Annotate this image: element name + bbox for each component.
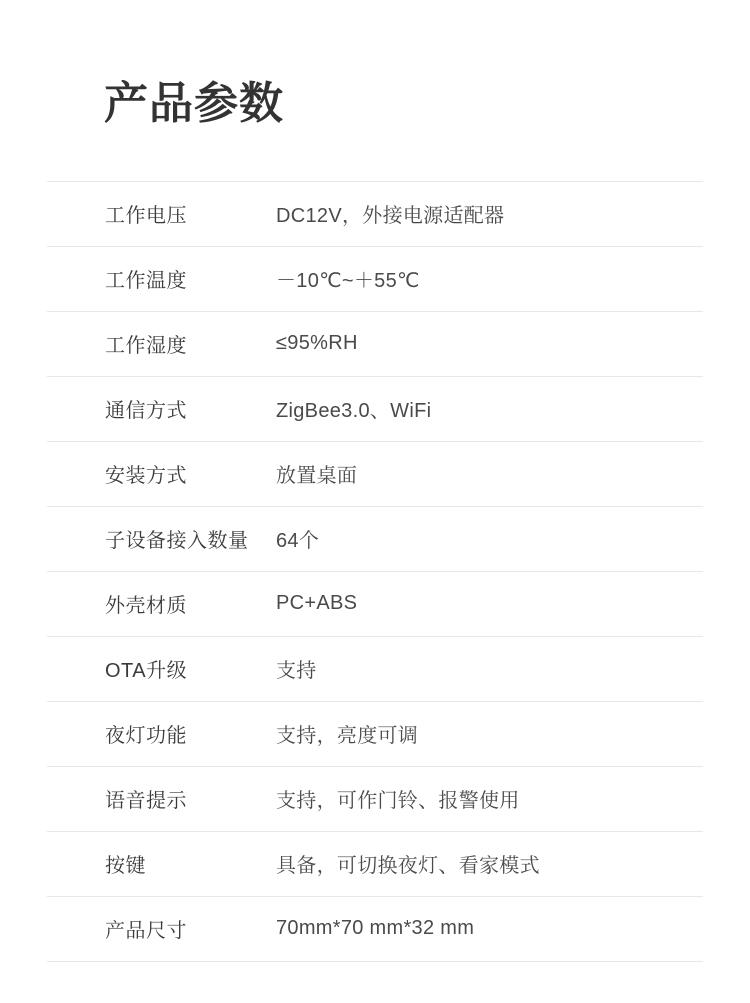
table-row bbox=[47, 767, 703, 832]
spec-value: 70mm*70 mm*32 mm bbox=[276, 917, 475, 940]
spec-value: 具备，可切换夜灯、看家模式 bbox=[276, 855, 540, 878]
table-row bbox=[47, 312, 703, 377]
spec-label: 夜灯功能 bbox=[105, 725, 187, 748]
spec-value: ZigBee3.0、WiFi bbox=[276, 400, 432, 423]
table-row bbox=[47, 832, 703, 897]
table-row bbox=[47, 702, 703, 767]
table-row bbox=[47, 247, 703, 312]
spec-value: 支持 bbox=[276, 660, 317, 683]
spec-label: 安装方式 bbox=[105, 465, 187, 488]
spec-table bbox=[0, 181, 750, 962]
page-title: 产品参数 bbox=[104, 79, 284, 128]
spec-value: 支持，可作门铃、报警使用 bbox=[276, 790, 520, 813]
spec-label: 语音提示 bbox=[105, 790, 187, 813]
spec-value: DC12V，外接电源适配器 bbox=[276, 205, 505, 228]
spec-value: －10℃~＋55℃ bbox=[276, 270, 420, 293]
table-row bbox=[47, 442, 703, 507]
spec-label: 按键 bbox=[105, 855, 146, 878]
table-row bbox=[47, 637, 703, 702]
table-row bbox=[47, 377, 703, 442]
spec-value: 64个 bbox=[276, 530, 320, 553]
spec-label: 通信方式 bbox=[105, 400, 187, 423]
spec-label: 子设备接入数量 bbox=[105, 530, 249, 553]
spec-label: 工作温度 bbox=[105, 270, 187, 293]
spec-value: 放置桌面 bbox=[276, 465, 358, 488]
spec-label: 外壳材质 bbox=[105, 595, 187, 618]
table-row bbox=[47, 181, 703, 247]
spec-label: 产品尺寸 bbox=[105, 920, 187, 943]
table-row bbox=[47, 897, 703, 962]
table-row bbox=[47, 507, 703, 572]
spec-value: 支持，亮度可调 bbox=[276, 725, 419, 748]
spec-label: 工作湿度 bbox=[105, 335, 187, 358]
spec-label: 工作电压 bbox=[105, 205, 187, 228]
table-row bbox=[47, 572, 703, 637]
spec-label: OTA升级 bbox=[105, 660, 188, 683]
spec-value: PC+ABS bbox=[276, 592, 358, 615]
spec-value: ≤95%RH bbox=[276, 332, 358, 355]
